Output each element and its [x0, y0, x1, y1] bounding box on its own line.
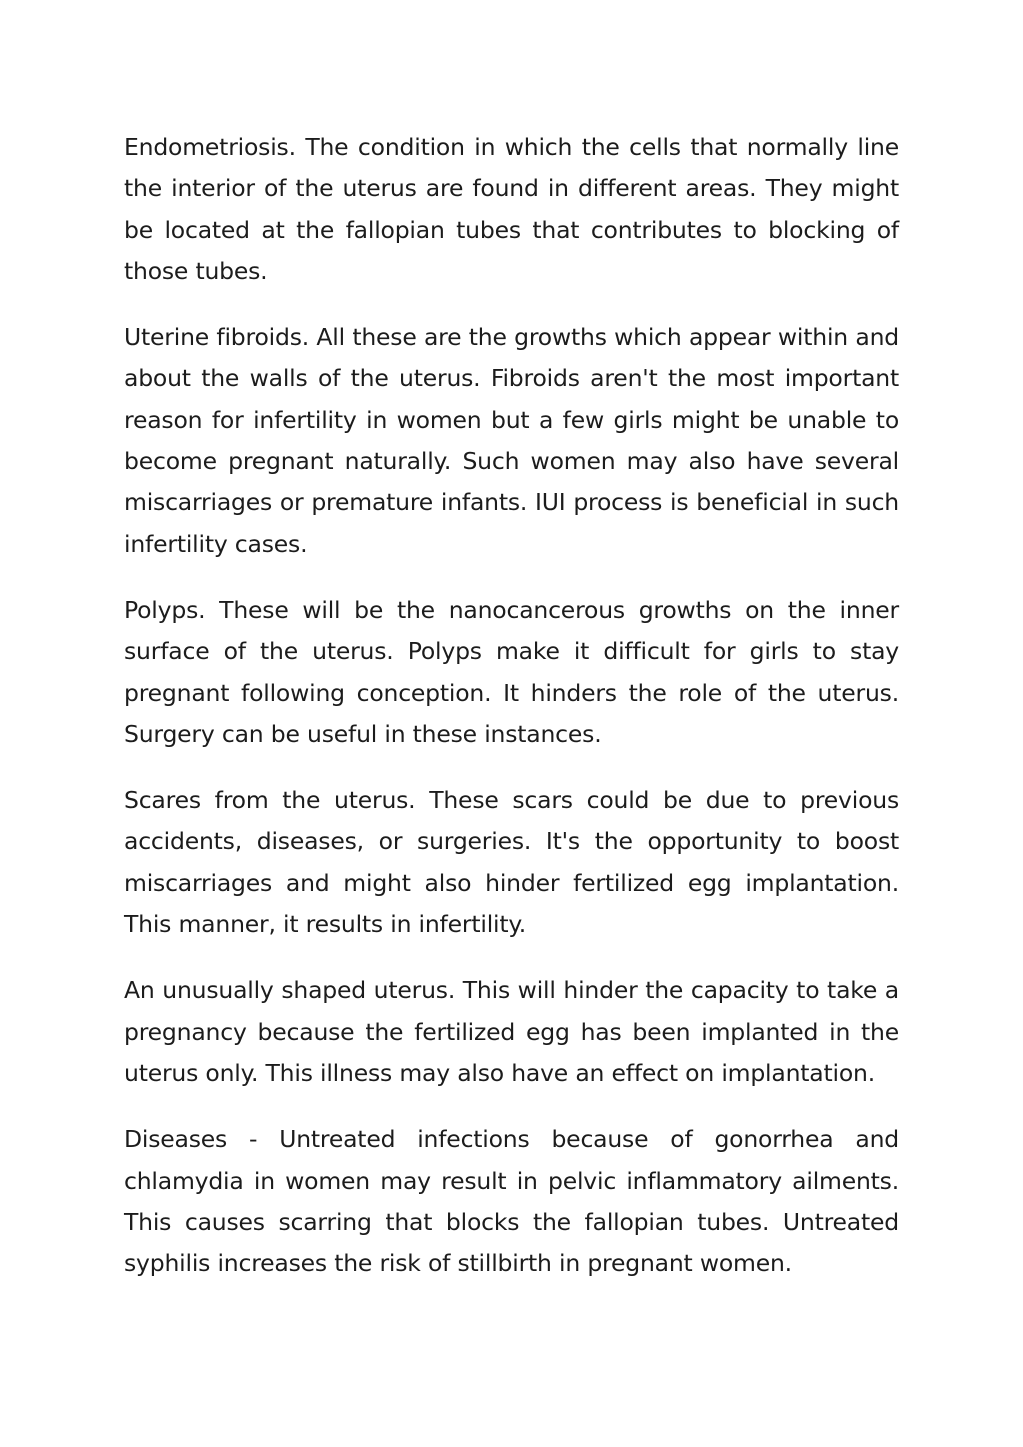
document-page [124, 127, 899, 1309]
paragraph-endometriosis: Endometriosis. The condition in which the cells that normally line the interior of the uterus are found in different areas. They might be located at the fallopian tubes that contributes to blocking of those tubes. [124, 133, 899, 285]
paragraph-polyps: Polyps. These will be the nanocancerous growths on the inner surface of the uterus. Polyps make it difficult for girls to stay pregnant following conception. It hinders the role of the uterus. Surgery can be useful in these instances. [124, 595, 899, 748]
paragraph-uterine-fibroids: Uterine fibroids. All these are the growths which appear within and about the walls of the uterus. Fibroids aren't the most important reason for infertility in women but a few girls might be unable to become pregnant naturally. Such women may also have several miscarriages or premature infants. IUI process is beneficial in such infertility cases. [124, 323, 899, 558]
paragraph-diseases: Diseases - Untreated infections because of gonorrhea and chlamydia in women may result in pelvic inflammatory ailments. This causes scarring that blocks the fallopian tubes. Untreated syphilis increases the risk of stillbirth in pregnant women. [124, 1125, 899, 1278]
paragraph-uterus-scars: Scares from the uterus. These scars could be due to previous accidents, diseases, or surgeries. It's the opportunity to boost miscarriages and might also hinder fertilized egg implantation. This manner, it results in infertility. [124, 786, 899, 939]
paragraph-unusually-shaped-uterus: An unusually shaped uterus. This will hinder the capacity to take a pregnancy because the fertilized egg has been implanted in the uterus only. This illness may also have an effect on implantation. [124, 976, 899, 1087]
